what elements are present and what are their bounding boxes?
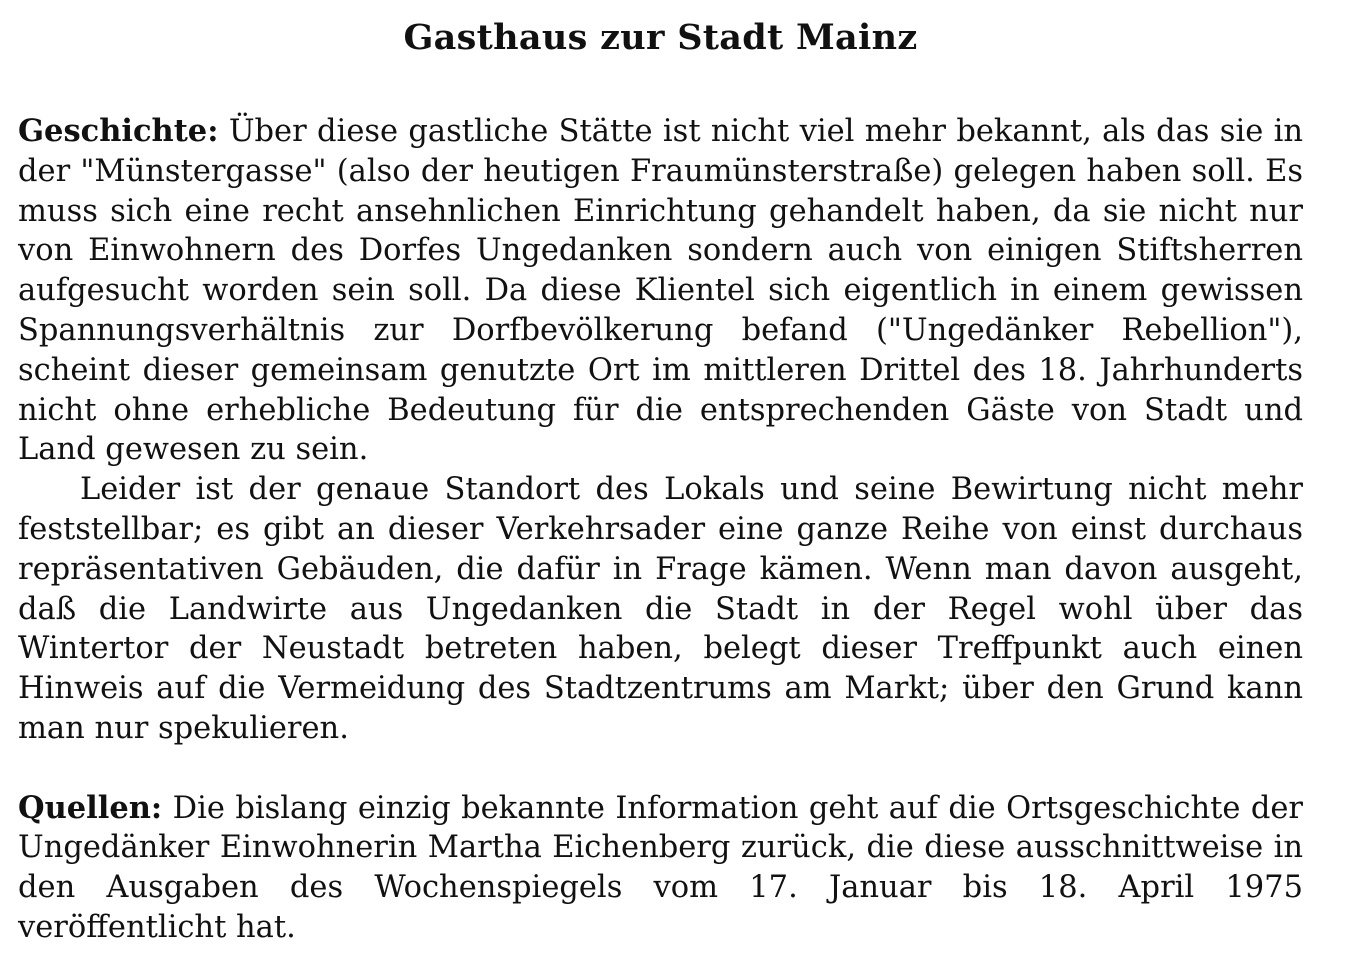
geschichte-text: Über diese gastliche Stätte ist nicht viel mehr bekannt, als das sie in der "Münstergasse" (also der heutigen Fraumünsterstraße) gelegen haben soll. Es muss sich eine recht ansehnlichen Einrichtung gehandelt haben, da sie nicht nur von Einwohnern des Dorfes Ungedanken sondern auch von einigen Stiftsherren aufgesucht worden sein soll. Da diese Klientel sich eigentlich in einem gewissen Spannungsverhältnis zur Dorfbevölkerung befand ("Ungedänker Rebellion"), scheint dieser gemeinsam genutzte Ort im mittleren Drittel des 18. Jahrhunderts nicht ohne erhebliche Bedeutung für die entsprechenden Gäste von Stadt und Land gewesen zu sein.	[18, 114, 1303, 468]
quellen-label: Quellen:	[18, 789, 163, 826]
geschichte-paragraph	[18, 112, 1303, 470]
quellen-paragraph	[18, 789, 1303, 948]
document-title: Gasthaus zur Stadt Mainz	[403, 17, 918, 58]
geschichte-label: Geschichte:	[18, 113, 219, 149]
quellen-text: Die bislang einzig bekannte Information geht auf die Ortsgeschichte der Ungedänker Einwohnerin Martha Eichenberg zurück, die diese ausschnittweise in den Ausgaben des Wochenspiegels vom 17. Januar bis 18. April 1975 veröffentlicht hat.	[18, 790, 1304, 945]
document-page	[18, 14, 1303, 948]
geschichte-paragraph-2: Leider ist der genaue Standort des Lokals und seine Bewirtung nicht mehr feststellbar; es gibt an dieser Verkehrsader eine ganze Reihe von einst durchaus repräsentativen Gebäuden, die dafür in Frage kämen. Wenn man davon ausgeht, daß die Landwirte aus Ungedanken die Stadt in der Regel wohl über das Wintertor der Neustadt betreten haben, belegt dieser Treffpunkt auch einen Hinweis auf die Vermeidung des Stadtzentrums am Markt; über den Grund kann man nur spekulieren.	[18, 472, 1303, 746]
